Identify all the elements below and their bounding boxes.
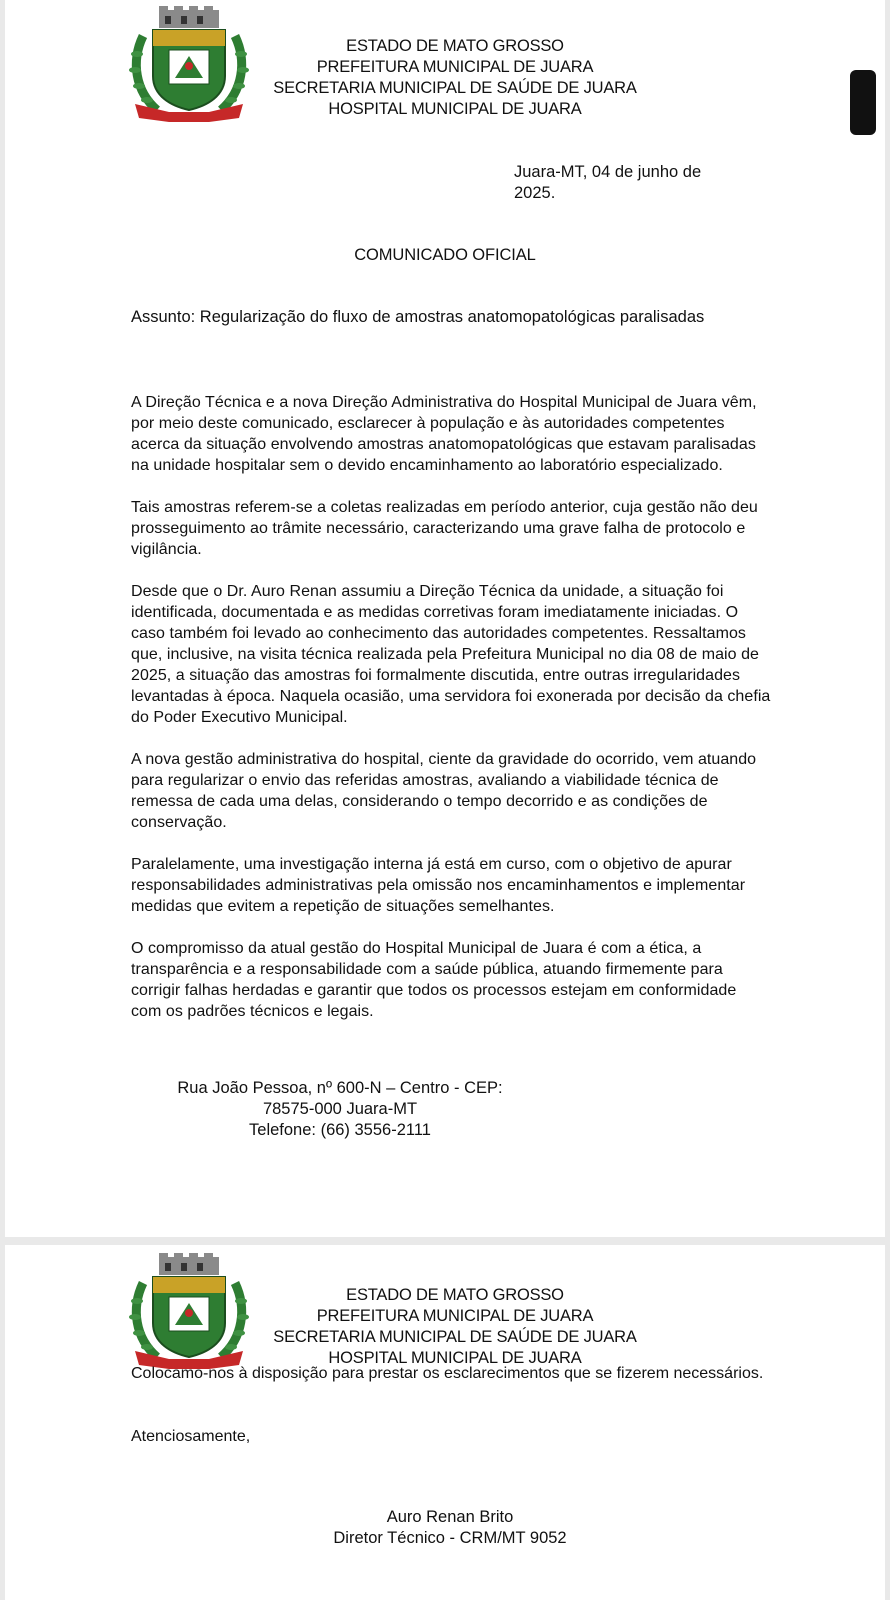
salutation: Atenciosamente, xyxy=(131,1428,251,1445)
letterhead-state: ESTADO DE MATO GROSSO xyxy=(346,1286,564,1304)
letterhead-secretariat: SECRETARIA MUNICIPAL DE SAÚDE DE JUARA xyxy=(273,79,637,97)
letterhead xyxy=(255,36,655,120)
address-street: Rua João Pessoa, nº 600-N – Centro - CEP: xyxy=(177,1079,503,1097)
municipal-coat-of-arms-icon xyxy=(129,6,249,122)
date-line-1: Juara-MT, 04 de junho de xyxy=(514,163,702,181)
signer-title: Diretor Técnico - CRM/MT 9052 xyxy=(333,1529,567,1547)
document-subject: Assunto: Regularização do fluxo de amostras anatomopatológicas paralisadas xyxy=(131,308,705,326)
document-page-2 xyxy=(5,1245,885,1600)
document-body xyxy=(131,392,771,1043)
letterhead-state: ESTADO DE MATO GROSSO xyxy=(346,37,564,55)
body-paragraph-6: O compromisso da atual gestão do Hospital Municipal de Juara é com a ética, a transparência e a responsabilidade com a saúde pública, atuando firmemente para corrigir falhas herdadas e garantir que todos os processos estejam em conformidade com os padrões técnicos e legais. xyxy=(131,940,737,1020)
body-paragraph-3: Desde que o Dr. Auro Renan assumiu a Direção Técnica da unidade, a situação foi identificada, documentada e as medidas corretivas foram imediatamente iniciadas. O caso também foi levado ao conhecimento das autoridades competentes. Ressaltamos que, inclusive, na visita técnica realizada pela Prefeitura Municipal no dia 08 de maio de 2025, a situação das amostras foi formalmente discutida, entre outras irregularidades levantadas à época. Naquela ocasião, uma servidora foi exonerada por decisão da chefia do Poder Executivo Municipal. xyxy=(131,583,771,726)
body-paragraph-5: Paralelamente, uma investigação interna já está em curso, com o objetivo de apurar responsabilidades administrativas pela omissão nos encaminhamentos e implementar medidas que evitem a repetição de situações semelhantes. xyxy=(131,856,746,915)
scrollbar-thumb[interactable] xyxy=(850,70,876,135)
document-page-1 xyxy=(5,0,885,1237)
body-paragraph-2: Tais amostras referem-se a coletas realizadas em período anterior, cuja gestão não deu prosseguimento ao trâmite necessário, caracterizando uma grave falha de protocolo e vigilância. xyxy=(131,499,758,558)
address-phone: Telefone: (66) 3556-2111 xyxy=(249,1121,431,1139)
municipal-coat-of-arms-icon xyxy=(129,1253,249,1369)
body-paragraph-4: A nova gestão administrativa do hospital, ciente da gravidade do ocorrido, vem atuando para regularizar o envio das referidas amostras, avaliando a viabilidade técnica de remessa de cada uma delas, considerando o tempo decorrido e as condições de conservação. xyxy=(131,751,757,831)
footer-address xyxy=(165,1078,515,1141)
letterhead-prefecture: PREFEITURA MUNICIPAL DE JUARA xyxy=(316,1307,594,1325)
address-zip-city: 78575-000 Juara-MT xyxy=(262,1100,418,1118)
document-title: COMUNICADO OFICIAL xyxy=(354,246,536,264)
date-line-2: 2025. xyxy=(514,184,556,202)
date-line xyxy=(514,162,744,204)
signature-block xyxy=(5,1507,890,1549)
signer-name: Auro Renan Brito xyxy=(386,1508,514,1526)
letterhead xyxy=(255,1285,655,1369)
body-paragraph-1: A Direção Técnica e a nova Direção Administrativa do Hospital Municipal de Juara vêm, por meio deste comunicado, esclarecer à população e às autoridades competentes acerca da situação envolvendo amostras anatomopatológicas que estavam paralisadas na unidade hospitalar sem o devido encaminhamento ao laboratório especializado. xyxy=(131,394,757,474)
letterhead-secretariat: SECRETARIA MUNICIPAL DE SAÚDE DE JUARA xyxy=(273,1328,637,1346)
letterhead-hospital: HOSPITAL MUNICIPAL DE JUARA xyxy=(328,1349,582,1367)
closing-paragraph: Colocamo-nos à disposição para prestar os esclarecimentos que se fizerem necessários. xyxy=(131,1365,764,1382)
letterhead-prefecture: PREFEITURA MUNICIPAL DE JUARA xyxy=(316,58,594,76)
letterhead-hospital: HOSPITAL MUNICIPAL DE JUARA xyxy=(328,100,582,118)
